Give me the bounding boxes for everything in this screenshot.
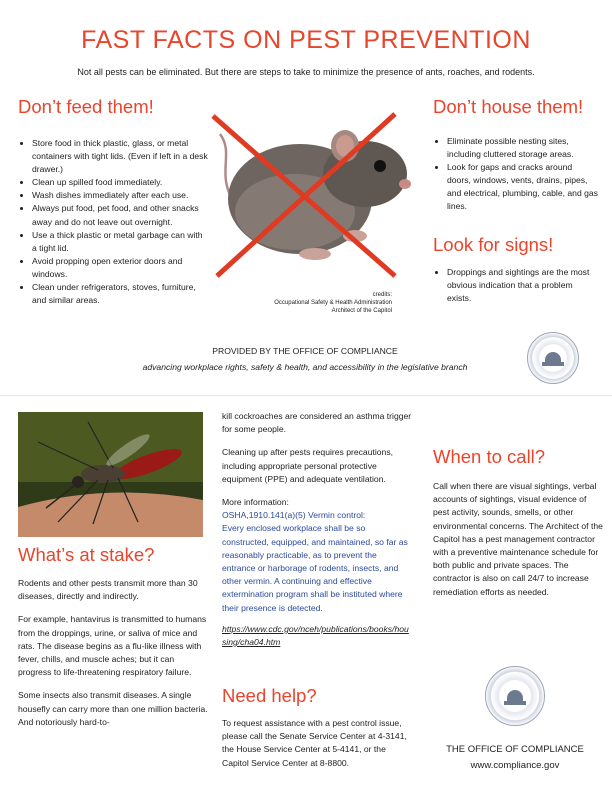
dont-feed-list — [18, 137, 208, 307]
middle-column — [222, 410, 412, 649]
credits-aoc: Architect of the Capitol — [331, 308, 392, 314]
stake-paragraph-3: Some insects also transmit diseases. A single housefly can carry more than one million bacteria. And notoriously hard-to- — [18, 690, 208, 727]
mosquito-photo — [18, 412, 203, 537]
cdc-link[interactable]: https://www.cdc.gov/nceh/publications/books/housing/cha04.htm — [222, 623, 409, 648]
list-item: • Clean up spilled food immediately. — [32, 176, 208, 189]
footer-office-name: THE OFFICE OF COMPLIANCE — [446, 744, 584, 755]
whats-at-stake-section — [18, 544, 208, 729]
dont-house-heading: Don’t house them! — [433, 96, 584, 117]
list-item: • Wash dishes immediately after each use. — [32, 189, 208, 202]
list-item: • Use a thick plastic or metal garbage can with a tight lid. — [32, 229, 208, 255]
osha-text: Every enclosed workplace shall be so constructed, equipped, and maintained, so far as reasonably practicable, as to prevent the entrance or harborage of rodents, insects, and other vermin. A continuing and effective extermination program shall be instituted where their presence is detected. — [222, 523, 408, 613]
rat-image — [195, 104, 425, 289]
more-info-label: More information: — [222, 497, 289, 508]
provided-by-line: PROVIDED BY THE OFFICE OF COMPLIANCE — [212, 346, 398, 356]
office-of-compliance-seal-icon — [527, 332, 579, 384]
page-subtitle: Not all pests can be eliminated. But there are steps to take to minimize the presence of ants, roaches, and rodents. — [77, 67, 535, 77]
need-help-text: To request assistance with a pest control issue, please call the Senate Service Center at 4-3141, the House Service Center at 5-4141, or the Capitol Service Center at 8-8800. — [222, 718, 407, 768]
list-item: • Store food in thick plastic, glass, or metal containers with tight lids. (Even if left in a desk drawer.) — [32, 137, 208, 176]
stake-paragraph-1: Rodents and other pests transmit more than 30 diseases, directly and indirectly. — [18, 578, 198, 602]
cockroach-paragraph: kill cockroaches are considered an asthma trigger for some people. — [222, 411, 412, 435]
credits-label: credits: — [372, 292, 392, 298]
when-to-call-heading: When to call? — [433, 446, 546, 467]
list-item: • Droppings and sightings are the most obvious indication that a problem exists. — [447, 266, 598, 305]
need-help-section — [222, 685, 412, 770]
when-to-call-section — [433, 446, 603, 599]
rat-crossed-image — [195, 104, 425, 289]
list-item: • Clean under refrigerators, stoves, furniture, and similar areas. — [32, 281, 208, 307]
look-signs-heading: Look for signs! — [433, 234, 554, 255]
dont-house-list — [433, 135, 598, 214]
list-item: • Avoid propping open exterior doors and windows. — [32, 255, 208, 281]
mosquito-image — [18, 412, 203, 537]
look-signs-list — [433, 266, 598, 305]
dont-feed-section — [18, 96, 208, 307]
provided-by-tagline: advancing workplace rights, safety & health, and accessibility in the legislative branch — [142, 362, 468, 372]
need-help-heading: Need help? — [222, 685, 317, 706]
credits-osha: Occupational Safety & Health Administration — [274, 300, 392, 306]
stake-paragraph-2: For example, hantavirus is transmitted to humans from the droppings, urine, or saliva of mice and rats. The disease begins as a flu-like illness with fever, chills, and muscle aches; but it can progress to life-threatening respiratory failure. — [18, 614, 207, 678]
list-item: • Always put food, pet food, and other snacks away and do not leave out overnight. — [32, 202, 208, 228]
section-divider — [0, 395, 612, 396]
dont-feed-heading: Don’t feed them! — [18, 96, 154, 117]
office-of-compliance-seal-icon — [485, 666, 545, 726]
dont-house-section — [433, 96, 598, 214]
when-to-call-text: Call when there are visual sightings, verbal accounts of sightings, visual evidence of pest activity, sounds, smells, or other environmental concerns. The Architect of the Capitol has a pest management contractor with a preventive maintenance schedule for both public and private spaces. The contractor is also on call 24/7 to increase remediation efforts as needed. — [433, 481, 603, 597]
list-item: • Eliminate possible nesting sites, including cluttered storage areas. — [447, 135, 598, 161]
cleanup-paragraph: Cleaning up after pests requires precautions, including appropriate personal protective equipment (PPE) and adequate ventilation. — [222, 447, 394, 484]
list-item: • Look for gaps and cracks around doors, windows, vents, drains, pipes, and electrical, plumbing, cable, and gas lines. — [447, 161, 598, 213]
footer-website[interactable]: www.compliance.gov — [470, 760, 560, 771]
whats-at-stake-heading: What’s at stake? — [18, 544, 155, 565]
look-signs-section — [433, 234, 598, 305]
image-credits — [250, 291, 392, 315]
osha-reference: OSHA,1910.141(a)(5) Vermin control: — [222, 510, 366, 521]
page-title: FAST FACTS ON PEST PREVENTION — [81, 26, 531, 54]
